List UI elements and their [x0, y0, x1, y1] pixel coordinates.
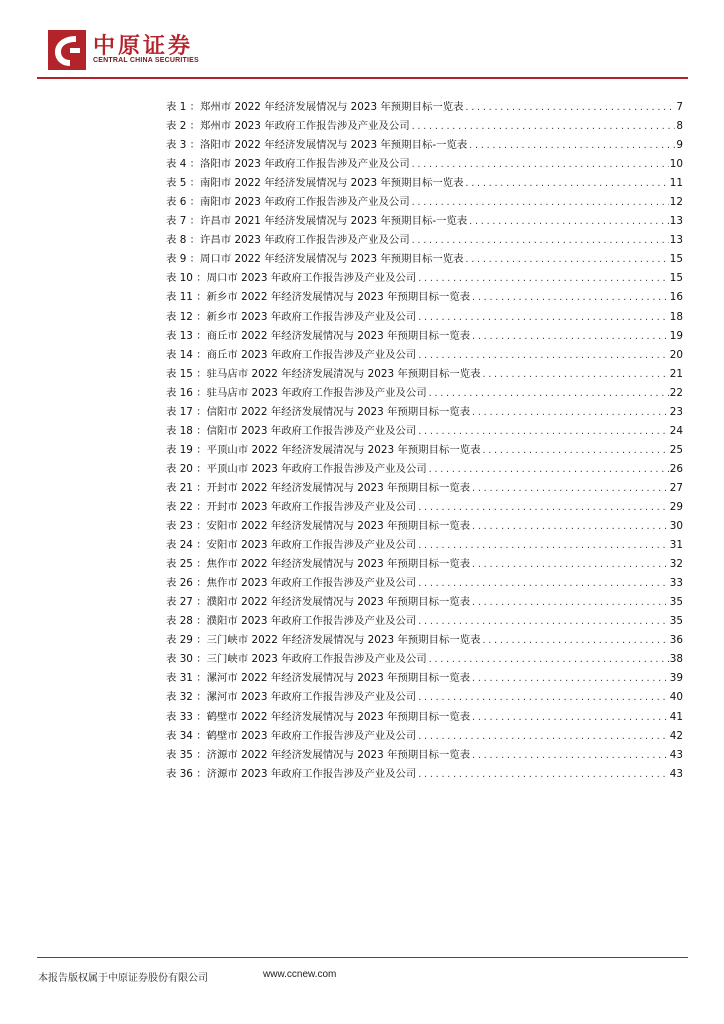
toc-entry-number: 表 32 ： — [166, 691, 207, 704]
toc-entry-title: 郑州市 2023 年政府工作报告涉及产业及公司 — [200, 120, 410, 133]
toc-entry-title: 周口市 2022 年经济发展情况与 2023 年预期目标一览表 — [200, 253, 464, 266]
toc-entry[interactable] — [166, 650, 683, 669]
toc-entry-title: 开封市 2022 年经济发展情况与 2023 年预期目标一览表 — [206, 481, 471, 494]
toc-entry-page-number: 9 — [676, 139, 683, 152]
logo-english-text: CENTRAL CHINA SECURITIES — [93, 57, 199, 64]
toc-dot-leader — [465, 103, 676, 112]
toc-entry[interactable] — [166, 479, 683, 498]
toc-entry-number: 表 11 ： — [166, 291, 207, 304]
toc-entry[interactable] — [166, 136, 683, 155]
toc-entry-page-number: 27 — [669, 481, 683, 494]
toc-entry-number: 表 3 ： — [166, 139, 200, 152]
toc-entry[interactable] — [166, 174, 683, 193]
toc-entry-page-number: 35 — [669, 596, 683, 609]
toc-entry-page-number: 8 — [676, 120, 683, 133]
toc-entry-page-number: 38 — [669, 653, 683, 666]
toc-entry-title: 安阳市 2023 年政府工作报告涉及产业及公司 — [206, 539, 417, 552]
toc-entry[interactable] — [166, 117, 683, 136]
toc-entry[interactable] — [166, 765, 683, 784]
toc-entry-page-number: 29 — [669, 500, 683, 513]
toc-dot-leader — [428, 465, 669, 474]
toc-entry-number: 表 29 ： — [166, 634, 207, 647]
toc-entry[interactable] — [166, 269, 683, 288]
toc-entry[interactable] — [166, 403, 683, 422]
toc-entry-title: 漯河市 2022 年经济发展情况与 2023 年预期目标一览表 — [206, 672, 471, 685]
toc-dot-leader — [471, 713, 669, 722]
toc-entry-number: 表 34 ： — [166, 729, 207, 742]
toc-entry-number: 表 22 ： — [166, 500, 207, 513]
toc-entry-page-number: 12 — [669, 196, 683, 209]
toc-entry[interactable] — [166, 727, 683, 746]
toc-entry[interactable] — [166, 688, 683, 707]
toc-entry-number: 表 12 ： — [166, 310, 207, 323]
toc-entry-number: 表 1 ： — [166, 101, 200, 113]
toc-entry[interactable] — [166, 746, 683, 765]
toc-entry-number: 表 9 ： — [166, 253, 200, 266]
toc-entry-page-number: 13 — [669, 234, 683, 247]
toc-entry-page-number: 24 — [669, 424, 683, 437]
toc-entry[interactable] — [166, 155, 683, 174]
toc-entry-title: 济源市 2023 年政府工作报告涉及产业及公司 — [206, 767, 417, 780]
toc-entry-number: 表 13 ： — [166, 329, 207, 342]
toc-entry[interactable] — [166, 231, 683, 250]
toc-entry-number: 表 5 ： — [166, 177, 200, 190]
central-china-securities-logo-icon — [46, 28, 88, 72]
toc-entry-page-number: 15 — [669, 253, 683, 266]
toc-entry-number: 表 27 ： — [166, 596, 207, 609]
toc-entry[interactable] — [166, 346, 683, 365]
toc-entry-page-number: 43 — [669, 767, 683, 780]
toc-entry-title: 焦作市 2022 年经济发展情况与 2023 年预期目标一览表 — [206, 558, 471, 571]
header-divider — [37, 77, 688, 79]
toc-entry-page-number: 22 — [669, 386, 683, 399]
toc-entry[interactable] — [166, 460, 683, 479]
toc-dot-leader — [411, 122, 676, 131]
footer-website-link[interactable]: www.ccnew.com — [263, 969, 337, 980]
toc-dot-leader — [482, 370, 669, 379]
toc-entry-page-number: 39 — [669, 672, 683, 685]
toc-dot-leader — [411, 198, 669, 207]
toc-entry-number: 表 31 ： — [166, 672, 207, 685]
toc-entry-page-number: 21 — [669, 367, 683, 380]
page-header — [0, 0, 724, 80]
toc-dot-leader — [471, 560, 669, 569]
toc-entry[interactable] — [166, 669, 683, 688]
toc-entry-number: 表 33 ： — [166, 710, 207, 723]
toc-entry[interactable] — [166, 98, 683, 117]
toc-dot-leader — [428, 389, 669, 398]
toc-dot-leader — [471, 332, 669, 341]
footer-divider — [37, 957, 688, 958]
toc-entry-title: 信阳市 2023 年政府工作报告涉及产业及公司 — [206, 424, 417, 437]
toc-dot-leader — [428, 655, 669, 664]
toc-entry-number: 表 28 ： — [166, 615, 207, 628]
toc-entry-page-number: 41 — [669, 710, 683, 723]
toc-entry-number: 表 6 ： — [166, 196, 200, 209]
toc-dot-leader — [417, 579, 668, 588]
toc-dot-leader — [468, 141, 675, 150]
toc-entry[interactable] — [166, 288, 683, 307]
toc-entry-title: 三门峡市 2022 年经济发展情况与 2023 年预期目标一览表 — [206, 634, 481, 647]
toc-entry-title: 焦作市 2023 年政府工作报告涉及产业及公司 — [206, 577, 417, 590]
toc-entry-number: 表 24 ： — [166, 539, 207, 552]
toc-entry-page-number: 13 — [669, 215, 683, 228]
toc-entry[interactable] — [166, 612, 683, 631]
toc-entry-page-number: 31 — [669, 539, 683, 552]
toc-entry[interactable] — [166, 593, 683, 612]
toc-dot-leader — [411, 236, 669, 245]
toc-dot-leader — [482, 636, 669, 645]
toc-entry-title: 新乡市 2023 年政府工作报告涉及产业及公司 — [206, 310, 417, 323]
toc-entry-title: 平顶山市 2022 年经济发展清况与 2023 年预期目标一览表 — [206, 443, 481, 456]
toc-entry-page-number: 11 — [669, 177, 683, 190]
toc-entry-title: 濮阳市 2023 年政府工作报告涉及产业及公司 — [206, 615, 417, 628]
toc-entry-page-number: 10 — [669, 158, 683, 171]
toc-entry-title: 驻马店市 2022 年经济发展清况与 2023 年预期目标一览表 — [206, 367, 481, 380]
toc-dot-leader — [471, 408, 669, 417]
toc-entry-title: 开封市 2023 年政府工作报告涉及产业及公司 — [206, 500, 417, 513]
toc-dot-leader — [471, 293, 669, 302]
toc-entry-title: 周口市 2023 年政府工作报告涉及产业及公司 — [206, 272, 417, 285]
toc-dot-leader — [417, 351, 668, 360]
toc-dot-leader — [471, 598, 669, 607]
toc-entry[interactable] — [166, 384, 683, 403]
toc-entry-page-number: 20 — [669, 348, 683, 361]
toc-entry-page-number: 15 — [669, 272, 683, 285]
toc-dot-leader — [417, 503, 668, 512]
toc-entry-page-number: 18 — [669, 310, 683, 323]
toc-dot-leader — [417, 313, 668, 322]
toc-dot-leader — [482, 446, 669, 455]
toc-entry-number: 表 30 ： — [166, 653, 207, 666]
toc-entry-title: 濮阳市 2022 年经济发展情况与 2023 年预期目标一览表 — [206, 596, 471, 609]
toc-dot-leader — [417, 770, 668, 779]
toc-entry-number: 表 16 ： — [166, 386, 207, 399]
toc-entry-title: 安阳市 2022 年经济发展情况与 2023 年预期目标一览表 — [206, 520, 471, 533]
toc-entry-title: 三门峡市 2023 年政府工作报告涉及产业及公司 — [206, 653, 427, 666]
toc-entry-number: 表 10 ： — [166, 272, 207, 285]
toc-entry-number: 表 36 ： — [166, 767, 207, 780]
table-of-figures — [166, 98, 683, 784]
logo-chinese-text: 中原证券 — [93, 33, 194, 59]
toc-entry-title: 新乡市 2022 年经济发展情况与 2023 年预期目标一览表 — [206, 291, 471, 304]
toc-entry[interactable] — [166, 555, 683, 574]
toc-entry-number: 表 7 ： — [166, 215, 200, 228]
toc-entry[interactable] — [166, 498, 683, 517]
toc-entry-title: 洛阳市 2023 年政府工作报告涉及产业及公司 — [200, 158, 410, 171]
toc-entry-number: 表 4 ： — [166, 158, 200, 171]
toc-entry-number: 表 19 ： — [166, 443, 207, 456]
toc-entry-page-number: 19 — [669, 329, 683, 342]
toc-entry-page-number: 7 — [676, 101, 683, 113]
toc-dot-leader — [471, 522, 669, 531]
toc-dot-leader — [468, 217, 668, 226]
toc-entry[interactable] — [166, 250, 683, 269]
toc-entry-page-number: 36 — [669, 634, 683, 647]
toc-entry[interactable] — [166, 574, 683, 593]
toc-entry-number: 表 8 ： — [166, 234, 200, 247]
toc-entry-title: 鹤壁市 2023 年政府工作报告涉及产业及公司 — [206, 729, 417, 742]
toc-entry-page-number: 42 — [669, 729, 683, 742]
toc-dot-leader — [471, 674, 669, 683]
toc-dot-leader — [417, 693, 668, 702]
toc-entry-page-number: 35 — [669, 615, 683, 628]
toc-entry-title: 平顶山市 2023 年政府工作报告涉及产业及公司 — [206, 462, 427, 475]
toc-entry-number: 表 20 ： — [166, 462, 207, 475]
toc-entry-page-number: 23 — [669, 405, 683, 418]
toc-entry-page-number: 32 — [669, 558, 683, 571]
toc-entry-page-number: 33 — [669, 577, 683, 590]
toc-entry-page-number: 16 — [669, 291, 683, 304]
toc-entry[interactable] — [166, 517, 683, 536]
toc-entry-title: 许昌市 2023 年政府工作报告涉及产业及公司 — [200, 234, 410, 247]
toc-entry[interactable] — [166, 708, 683, 727]
toc-entry-page-number: 40 — [669, 691, 683, 704]
toc-entry-number: 表 17 ： — [166, 405, 207, 418]
toc-entry[interactable] — [166, 631, 683, 650]
toc-dot-leader — [411, 160, 669, 169]
toc-entry-number: 表 35 ： — [166, 748, 207, 761]
toc-entry-number: 表 14 ： — [166, 348, 207, 361]
toc-entry-title: 南阳市 2023 年政府工作报告涉及产业及公司 — [200, 196, 410, 209]
toc-entry-title: 洛阳市 2022 年经济发展情况与 2023 年预期目标-一览表 — [200, 139, 468, 152]
toc-entry-number: 表 18 ： — [166, 424, 207, 437]
toc-entry-title: 商丘市 2022 年经济发展情况与 2023 年预期目标一览表 — [206, 329, 471, 342]
toc-dot-leader — [417, 732, 668, 741]
toc-dot-leader — [417, 541, 668, 550]
toc-entry-title: 济源市 2022 年经济发展情况与 2023 年预期目标一览表 — [206, 748, 471, 761]
toc-dot-leader — [471, 751, 669, 760]
toc-entry[interactable] — [166, 308, 683, 327]
toc-entry-number: 表 26 ： — [166, 577, 207, 590]
toc-entry-title: 信阳市 2022 年经济发展情况与 2023 年预期目标一览表 — [206, 405, 471, 418]
toc-entry-title: 驻马店市 2023 年政府工作报告涉及产业及公司 — [206, 386, 427, 399]
toc-dot-leader — [417, 274, 668, 283]
toc-entry-number: 表 25 ： — [166, 558, 207, 571]
toc-entry[interactable] — [166, 212, 683, 231]
toc-entry-page-number: 30 — [669, 520, 683, 533]
toc-entry[interactable] — [166, 327, 683, 346]
toc-entry-page-number: 26 — [669, 462, 683, 475]
toc-entry-title: 鹤壁市 2022 年经济发展情况与 2023 年预期目标一览表 — [206, 710, 471, 723]
toc-entry[interactable] — [166, 193, 683, 212]
toc-entry[interactable] — [166, 441, 683, 460]
toc-entry[interactable] — [166, 536, 683, 555]
toc-entry-page-number: 25 — [669, 443, 683, 456]
toc-entry-title: 南阳市 2022 年经济发展情况与 2023 年预期目标一览表 — [200, 177, 464, 190]
toc-dot-leader — [465, 255, 669, 264]
toc-entry-title: 郑州市 2022 年经济发展情况与 2023 年预期目标一览表 — [200, 101, 464, 113]
toc-entry-title: 漯河市 2023 年政府工作报告涉及产业及公司 — [206, 691, 417, 704]
toc-entry-title: 商丘市 2023 年政府工作报告涉及产业及公司 — [206, 348, 417, 361]
toc-dot-leader — [471, 484, 669, 493]
toc-entry-page-number: 43 — [669, 748, 683, 761]
toc-entry-title: 许昌市 2021 年经济发展情况与 2023 年预期目标-一览表 — [200, 215, 468, 228]
toc-entry[interactable] — [166, 422, 683, 441]
toc-dot-leader — [465, 179, 669, 188]
toc-dot-leader — [417, 427, 668, 436]
toc-entry-number: 表 21 ： — [166, 481, 207, 494]
toc-entry-number: 表 15 ： — [166, 367, 207, 380]
footer-copyright: 本报告版权属于中原证券股份有限公司 — [38, 973, 208, 984]
toc-entry-number: 表 23 ： — [166, 520, 207, 533]
toc-entry[interactable] — [166, 365, 683, 384]
toc-dot-leader — [417, 617, 668, 626]
toc-entry-number: 表 2 ： — [166, 120, 200, 133]
